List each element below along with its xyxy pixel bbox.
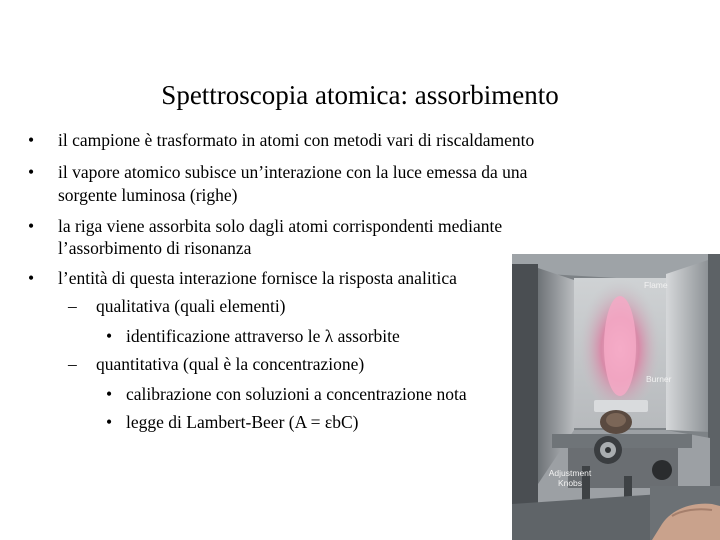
bullet-marker: • xyxy=(28,216,35,236)
bullet-text: il vapore atomico subisce un’interazione con la luce emessa da una xyxy=(58,162,528,182)
bullet-marker: • xyxy=(28,268,35,288)
subsub-text: legge di Lambert-Beer (A = εbC) xyxy=(126,412,359,432)
slide-title: Spettroscopia atomica: assorbimento xyxy=(161,80,559,110)
sub-text: quantitativa (qual è la concentrazione) xyxy=(96,354,365,374)
bullet-text: sorgente luminosa (righe) xyxy=(58,185,238,205)
bullet-text: il campione è trasformato in atomi con metodi vari di riscaldamento xyxy=(58,130,535,150)
bullet-marker: • xyxy=(28,130,35,150)
instrument-photo-drawing xyxy=(512,254,720,540)
burner-label: Burner xyxy=(646,374,672,384)
bullet-marker: • xyxy=(106,412,113,432)
bullet-text: l’assorbimento di risonanza xyxy=(58,238,252,258)
bullet-marker: • xyxy=(106,384,113,404)
flame-label: Flame xyxy=(644,280,668,290)
bullet-marker: • xyxy=(106,326,113,346)
dash-marker: – xyxy=(68,296,77,316)
bullet-marker: • xyxy=(28,162,35,182)
adjustment-knobs-label xyxy=(542,468,598,488)
bullet-text: la riga viene assorbita solo dagli atomi corrispondenti mediante xyxy=(58,216,503,236)
subsub-text: identificazione attraverso le λ assorbite xyxy=(126,326,400,346)
adjustment-label-line1: Adjustment xyxy=(548,468,592,478)
dash-marker: – xyxy=(68,354,77,374)
subsub-text: calibrazione con soluzioni a concentrazione nota xyxy=(126,384,467,404)
sub-text: qualitativa (quali elementi) xyxy=(96,296,286,316)
instrument-photo xyxy=(512,254,720,540)
bullet-text: l’entità di questa interazione fornisce la risposta analitica xyxy=(58,268,457,288)
adjustment-label-line2: Knobs xyxy=(557,478,583,488)
